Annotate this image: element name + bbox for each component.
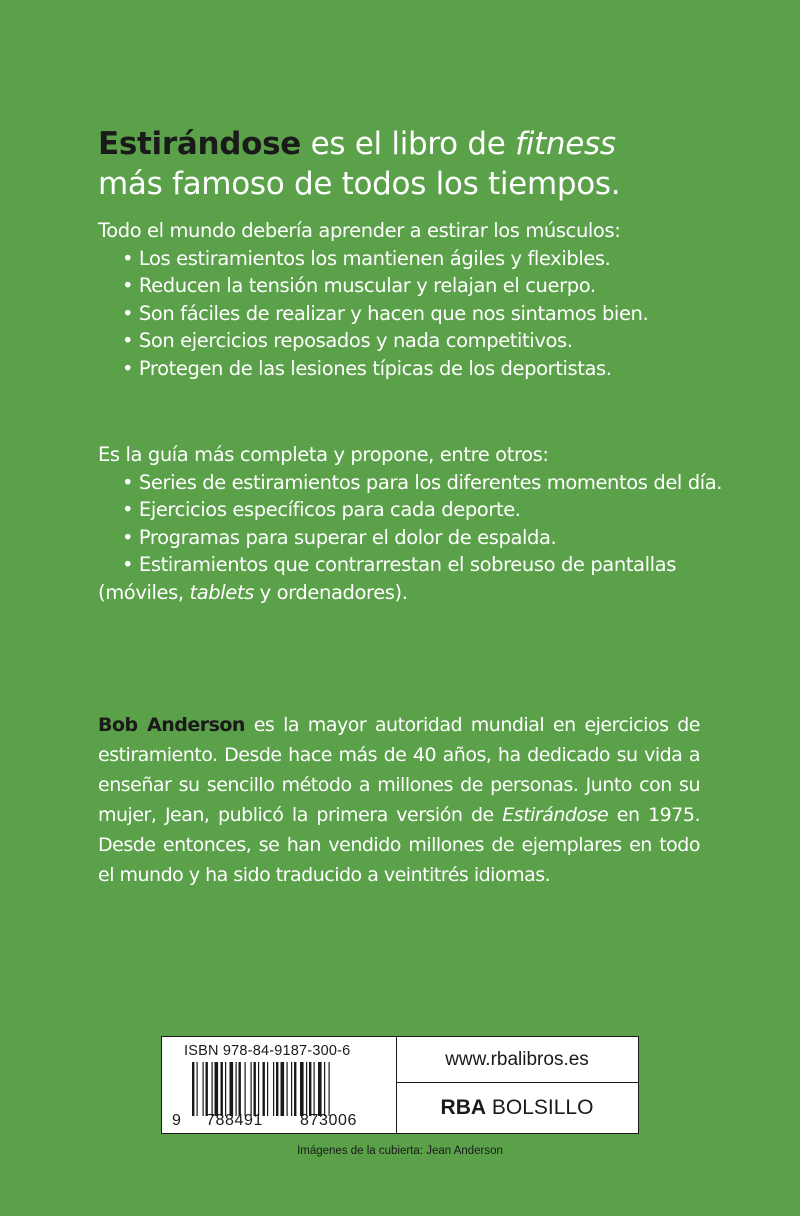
barcode-bar <box>225 1062 226 1116</box>
contents-intro: Es la guía más completa y propone, entre otros: <box>98 443 549 466</box>
benefits-section <box>98 217 758 382</box>
headline-line-1 <box>98 124 758 164</box>
barcode-bar <box>254 1062 256 1116</box>
barcode-bar <box>287 1062 288 1116</box>
list-item: • Son fáciles de realizar y hacen que nos sintamos bien. <box>122 301 649 325</box>
barcode-bar <box>197 1062 198 1116</box>
barcode-bar <box>251 1062 252 1116</box>
barcode-bar <box>314 1062 315 1116</box>
benefits-list <box>98 245 758 383</box>
list-item: • Los estiramientos los mantienen ágiles y flexibles. <box>122 246 611 270</box>
barcode-bar <box>236 1062 237 1116</box>
barcode-bar <box>306 1062 307 1116</box>
author-name: Bob Anderson <box>98 714 245 736</box>
list-item: • Reducen la tensión muscular y relajan el cuerpo. <box>122 274 596 297</box>
barcode-bar <box>221 1062 223 1116</box>
cont-text-a: (móviles, <box>98 580 190 604</box>
author-bio <box>98 710 700 890</box>
barcode-bar <box>206 1062 208 1116</box>
benefits-intro: Todo el mundo debería aprender a estirar los músculos: <box>98 219 621 242</box>
barcode-bar <box>329 1062 330 1116</box>
brand-rest: BOLSILLO <box>486 1096 594 1119</box>
list-item: • Programas para superar el dolor de espalda. <box>122 525 557 549</box>
barcode-bar <box>281 1062 285 1116</box>
barcode-bar <box>215 1062 219 1116</box>
barcode-box <box>161 1036 639 1134</box>
publisher-url: www.rbalibros.es <box>396 1037 638 1083</box>
brand-bold: RBA <box>440 1096 487 1119</box>
barcode-bar <box>230 1062 234 1116</box>
barcode-bar <box>245 1062 246 1116</box>
list-item: • Son ejercicios reposados y nada competitivos. <box>122 329 573 352</box>
bio-text-a: es la mayor autoridad mundial en ejercicios de estiramiento. Desde hace más de 40 años, ha dedicado su vida a enseñar su sencillo método a millones de personas. Junto con su mujer, Jean, publicó la primera versión de <box>98 714 700 826</box>
barcode-bar <box>276 1062 278 1116</box>
cover-credit: Imágenes de la cubierta: Jean Anderson <box>297 1145 503 1157</box>
publisher-brand <box>396 1083 638 1133</box>
barcode-panel <box>162 1037 397 1133</box>
barcode-bar <box>318 1062 322 1116</box>
barcode-bar <box>309 1062 311 1116</box>
list-item: • Ejercicios específicos para cada deporte. <box>122 498 521 521</box>
headline-title: Estirándose <box>98 126 302 162</box>
barcode-digit-group-2: 873006 <box>300 1112 357 1129</box>
list-item-text: • Estiramientos que contrarrestan el sobreuso de pantallas <box>122 553 676 576</box>
cont-text-b: y ordenadores). <box>253 580 408 604</box>
bio-text-b: en 1975. Desde entonces, se han vendido millones de ejemplares en todo el mundo y ha sido traducido a veintitrés idiomas. <box>98 804 700 886</box>
headline-line-2: más famoso de todos los tiempos. <box>98 166 621 202</box>
cont-italic: tablets <box>189 580 254 604</box>
barcode-bar <box>273 1062 274 1116</box>
list-item: • Series de estiramientos para los diferentes momentos del día. <box>122 470 723 494</box>
barcode-bar <box>294 1062 296 1116</box>
contents-section <box>98 441 758 606</box>
barcode-digit-first: 9 <box>172 1112 182 1129</box>
headline-text: es el libro de <box>301 126 516 162</box>
bio-book-title: Estirándose <box>502 804 609 826</box>
barcode-bar <box>324 1062 325 1116</box>
list-item-continuation <box>98 579 758 607</box>
barcode-bar <box>212 1062 213 1116</box>
list-item <box>98 551 758 606</box>
publisher-panel <box>396 1037 638 1133</box>
barcode-bar <box>263 1062 265 1116</box>
barcode-bar <box>203 1062 204 1116</box>
headline <box>98 124 758 204</box>
barcode-bar <box>258 1062 259 1116</box>
contents-list <box>98 469 758 607</box>
barcode-graphic <box>192 1062 378 1116</box>
list-item: • Protegen de las lesiones típicas de los deportistas. <box>122 356 612 380</box>
isbn-label: ISBN 978-84-9187-300-6 <box>184 1043 351 1059</box>
headline-italic: fitness <box>515 126 616 162</box>
barcode-bar <box>300 1062 304 1116</box>
barcode-bar <box>239 1062 241 1116</box>
barcode-bar <box>267 1062 268 1116</box>
barcode-bar <box>291 1062 292 1116</box>
barcode-digit-group-1: 788491 <box>206 1112 263 1129</box>
barcode-bar <box>192 1062 194 1116</box>
